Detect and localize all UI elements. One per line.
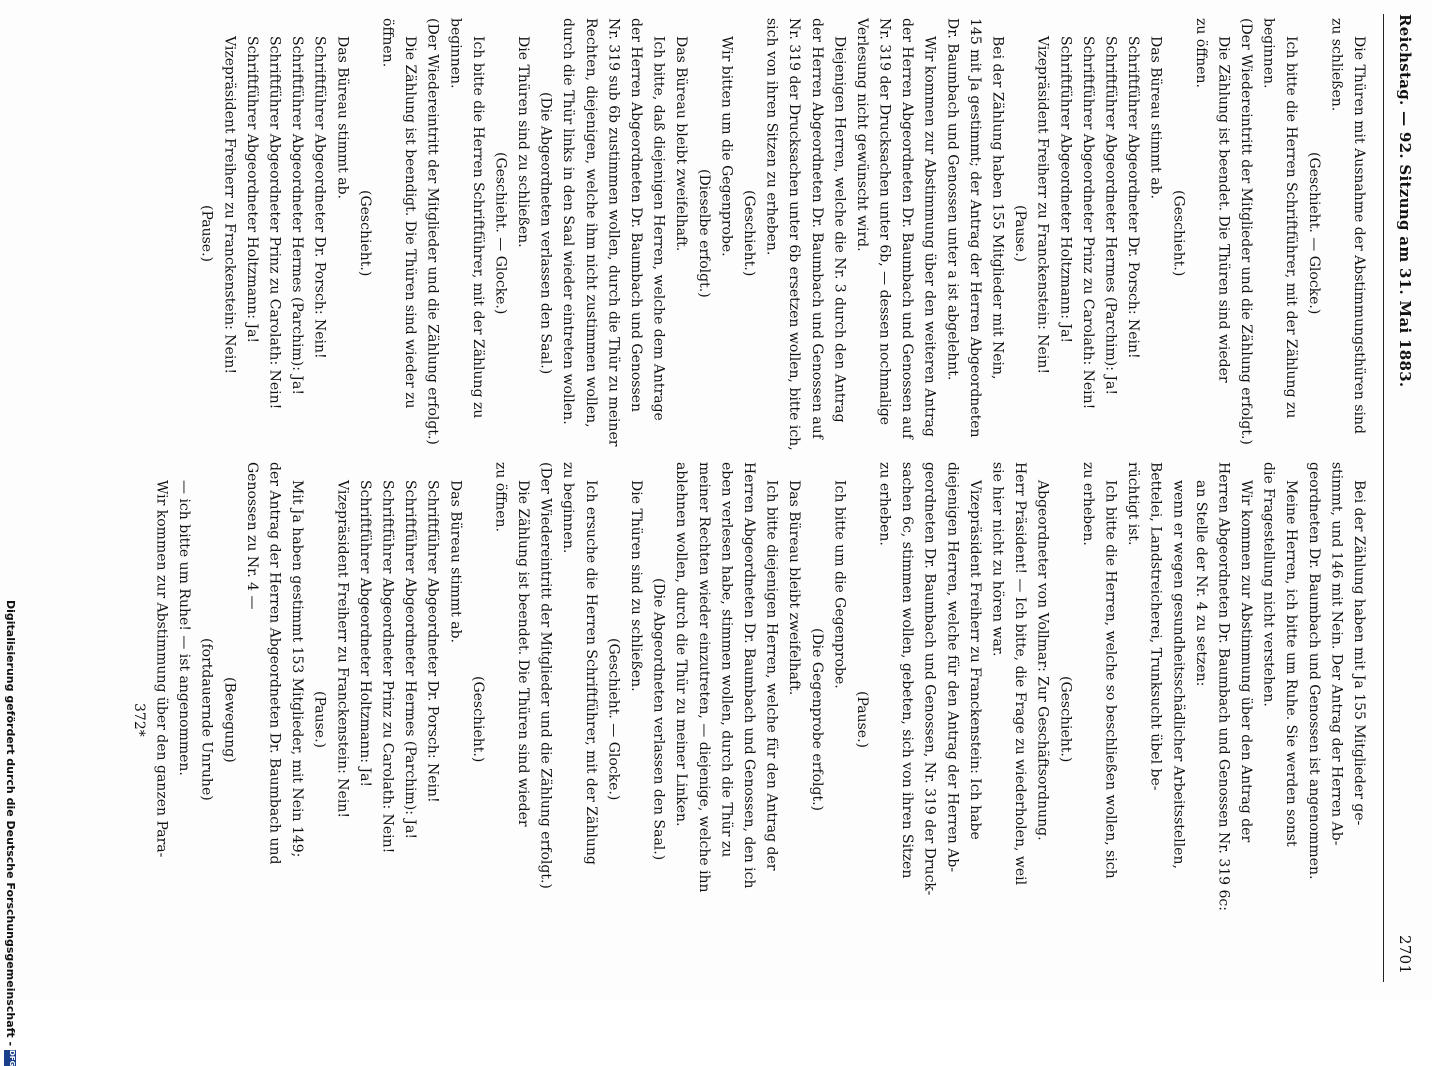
text-line: beginnen. [1260, 18, 1277, 89]
text-line: Schriftführer Abgeordneter Holtzmann: Ja! [356, 480, 373, 788]
text-line: (Geschieht.) [1057, 676, 1074, 763]
text-line: Schriftführer Abgeordneter Hermes (Parchim): Ja! [289, 36, 306, 396]
text-line: Schriftführer Abgeordneter Dr. Porsch: Nein! [1125, 36, 1142, 359]
text-line: Bettelei, Landstreicherei, Trunksucht übel be- [1147, 462, 1164, 791]
text-line: Schriftführer Abgeordneter Hermes (Parchim): Ja! [402, 480, 419, 840]
text-line: (Die Gegenprobe erfolgt.) [808, 628, 825, 811]
text-line: 145 mit Ja gestimmt; der Antrag der Herren Abgeordneten [966, 18, 983, 438]
text-line: Nr. 319 der Drucksachen unter 6b ersetzen wollen, bitte ich, [786, 18, 803, 451]
text-line: Bei der Zählung haben 155 Mitglieder mit Nein, [989, 36, 1006, 380]
text-line: Wir bitten um die Gegenprobe. [718, 36, 735, 257]
text-line: Verlesung nicht gewünscht wird. [853, 18, 870, 252]
text-line: Ich bitte um die Gegenprobe. [831, 480, 848, 689]
text-column-right [127, 462, 1370, 977]
text-line: (Der Wiedereintritt der Mitglieder und die Zählung erfolgt.) [424, 18, 441, 445]
text-line: Das Büreau stimmt ab. [447, 480, 464, 643]
text-line: (Geschieht.) [356, 189, 373, 277]
text-line: Dr. Baumbach und Genossen unter a ist abgelehnt. [944, 18, 961, 381]
text-line: geordneten Dr. Baumbach und Genossen ist angenommen. [1305, 462, 1322, 880]
text-line: die Fragestellung nicht verstehen. [1260, 462, 1277, 707]
text-line: öffnen. [379, 18, 396, 68]
text-line: Die Thüren sind zu schließen. [628, 480, 644, 692]
text-line: Herren Abgeordneten Dr. Baumbach und Genossen, den ich [740, 462, 757, 889]
text-line: (Der Wiedereintritt der Mitglieder und die Zählung erfolgt.) [1238, 18, 1255, 445]
text-line: Abgeordneter von Vollmar: Zur Geschäftsordnung. [1034, 480, 1051, 841]
text-line: zu schließen. [1328, 18, 1345, 112]
text-line: Schriftführer Abgeordneter Dr. Porsch: Nein! [311, 36, 328, 359]
text-line: Rechten, diejenigen, welche ihm nicht zustimmen wollen, [582, 18, 599, 428]
text-line: an Stelle der Nr. 4 zu setzen: [1192, 480, 1209, 687]
text-line: diejenigen Herren, welche für den Antrag der Herren Ab- [944, 462, 961, 873]
text-line: Die Zählung ist beendet. Die Thüren sind wieder [515, 480, 532, 827]
text-line: durch die Thür links in den Saal wieder eintreten wollen. [560, 18, 577, 425]
text-line: Schriftführer Abgeordneter Hermes (Parchim): Ja! [1102, 36, 1119, 396]
text-line: Herr Präsident! — Ich bitte, die Frage zu wiederholen, weil [1012, 462, 1029, 886]
text-line: zu erheben. [876, 462, 893, 546]
text-line: (Geschieht. — Glocke.) [605, 638, 622, 801]
text-line: Vizepräsident Freiherr zu Franckenstein: Nein! [334, 480, 351, 818]
text-line: Das Büreau stimmt ab. [334, 36, 351, 199]
text-line: zu erheben. [1079, 462, 1096, 546]
text-line: der Herren Abgeordneten Dr. Baumbach und Genossen auf [899, 18, 916, 439]
text-line: Wir kommen zur Abstimmung über den Antrag der [1238, 480, 1255, 843]
text-line: Schriftführer Abgeordneter Dr. Porsch: Nein! [424, 480, 441, 803]
text-line: (Geschieht. — Glocke.) [492, 151, 509, 315]
text-line: (Pause.) [1012, 204, 1029, 262]
page-header [1396, 14, 1414, 974]
text-line: (Pause.) [198, 204, 215, 262]
text-line: Schriftführer Abgeordneter Prinz zu Carolath: Nein! [266, 36, 283, 410]
digitization-note-text: Digitalisierung gefördert durch die Deutsche Forschungsgemeinschaft - [4, 600, 17, 1047]
text-line: Vizepräsident Freiherr zu Franckenstein: Ich habe [966, 480, 983, 840]
text-line: eben verlesen habe, stimmen wollen, durch die Thür zu [718, 462, 735, 858]
text-line: (Pause.) [311, 691, 328, 748]
digitization-note [4, 600, 17, 1066]
text-line: Schriftführer Abgeordneter Prinz zu Carolath: Nein! [1079, 36, 1096, 410]
text-line: (Bewegung) [221, 676, 238, 763]
text-line: Das Büreau bleibt zweifelhaft. [786, 480, 803, 696]
text-line: (fortdauernde Unruhe) [198, 638, 215, 801]
text-line: zu beginnen. [560, 462, 577, 554]
text-line: Wir kommen zur Abstimmung über den weiteren Antrag [921, 36, 938, 437]
text-column-left [195, 18, 1370, 451]
text-line: Mit Ja haben gestimmt 153 Mitglieder, mit Nein 149; [289, 480, 306, 858]
text-line: Schriftführer Abgeordneter Holtzmann: Ja! [1057, 36, 1074, 344]
text-line: Ich bitte diejenigen Herren, welche für den Antrag der [763, 480, 780, 871]
text-line: Die Thüren mit Ausnahme der Abstimmungsthüren sind [1351, 36, 1367, 435]
text-line: ablehnen wollen, durch die Thür zu meiner Linken. [673, 462, 690, 827]
text-line: rüchtigt ist. [1125, 462, 1142, 546]
text-line: Ich bitte die Herren Schriftführer, mit der Zählung zu [1283, 36, 1300, 419]
text-line: Die Zählung ist beendet. Die Thüren sind wieder [1215, 36, 1232, 383]
text-line: 372* [130, 702, 147, 737]
text-line: (Dieselbe erfolgt.) [695, 168, 712, 298]
page-header-title: Reichstag. — 92. Sitzung am 31. Mai 1883. [1396, 14, 1414, 388]
text-line: der Antrag der Herren Abgeordneten Dr. Baumbach und [266, 462, 283, 865]
text-line: wenn er wegen gesundheitsschädlicher Arbeitsstellen, [1170, 480, 1187, 869]
text-line: Die Zählung ist beendigt. Die Thüren sind wieder zu [402, 36, 419, 409]
text-line: Ich bitte die Herren, welche so beschließen wollen, sich [1102, 480, 1119, 879]
dfg-logo-icon: DFG [4, 1050, 16, 1066]
text-line: (Geschieht. — Glocke.) [1305, 151, 1322, 315]
text-line: Nr. 319 der Drucksachen unter 6b, — dessen nochmalige [876, 18, 893, 426]
text-line: sich von ihren Sitzen zu erheben. [763, 18, 780, 256]
text-line: meiner Rechten wieder einzutreten, — diejenige, welche ihn [695, 462, 712, 893]
text-line: Nr. 319 sub 6b zustimmen wollen, durch die Thür zu meiner [605, 18, 622, 447]
text-line: Genossen zu Nr. 4 — [243, 462, 260, 610]
text-line: geordneten Dr. Baumbach und Genossen, Nr. 319 der Druck- [921, 462, 938, 896]
text-line: Wir kommen zur Abstimmung über den ganzen Para- [153, 480, 170, 858]
text-line: der Herren Abgeordneten Dr. Baumbach und Genossen auf [808, 18, 825, 439]
text-line: (Geschieht.) [1170, 189, 1187, 277]
header-rule [1383, 14, 1385, 982]
text-line: Meine Herren, ich bitte um Ruhe. Sie werden sonst [1283, 480, 1300, 847]
text-line: (Geschieht.) [740, 189, 757, 277]
text-line: (Geschieht.) [469, 676, 486, 763]
text-line: (Die Abgeordneten verlassen den Saal.) [537, 91, 554, 375]
text-line: Das Büreau bleibt zweifelhaft. [673, 36, 690, 252]
text-line: Schriftführer Abgeordneter Holtzmann: Ja! [243, 36, 260, 344]
text-line: Das Büreau stimmt ab. [1147, 36, 1164, 199]
text-line: Bei der Zählung haben mit Ja 155 Mitglieder ge- [1351, 480, 1367, 826]
text-line: sachen 6c, stimmen wollen, gebeten, sich von ihren Sitzen [899, 462, 916, 879]
text-line: Ich bitte die Herren Schriftführer, mit der Zählung zu [469, 36, 486, 419]
text-line: Vizepräsident Freiherr zu Franckenstein: Nein! [221, 36, 238, 374]
text-line: zu öffnen. [492, 462, 509, 532]
text-line: (Die Abgeordneten verlassen den Saal.) [650, 578, 667, 861]
text-line: Die Thüren sind zu schließen. [515, 36, 532, 248]
text-line: — ich bitte um Ruhe! — ist angenommen. [176, 480, 193, 776]
text-line: (Der Wiedereintritt der Mitglieder und die Zählung erfolgt.) [537, 462, 554, 889]
text-line: Diejenigen Herren, welche die Nr. 3 durch den Antrag [831, 36, 848, 423]
text-line: Schriftführer Abgeordneter Prinz zu Carolath: Nein! [379, 480, 396, 854]
text-line: sie hier nicht zu hören war. [989, 462, 1006, 657]
text-line: (Pause.) [853, 691, 870, 748]
page-number: 2701 [1396, 934, 1414, 974]
text-line: Vizepräsident Freiherr zu Franckenstein: Nein! [1034, 36, 1051, 374]
text-line: Ich bitte, daß diejenigen Herren, welche dem Antrage [650, 36, 667, 421]
text-line: der Herren Abgeordneten Dr. Baumbach und Genossen [628, 18, 644, 412]
text-line: Herren Abgeordneten Dr. Baumbach und Genossen Nr. 319 6c: [1215, 462, 1232, 911]
text-line: zu öffnen. [1192, 18, 1209, 88]
text-line: Ich ersuche die Herren Schriftführer, mit der Zählung [582, 480, 599, 865]
text-line: stimmt, und 146 mit Nein. Der Antrag der Herren Ab- [1328, 462, 1345, 846]
text-line: beginnen. [447, 18, 464, 89]
